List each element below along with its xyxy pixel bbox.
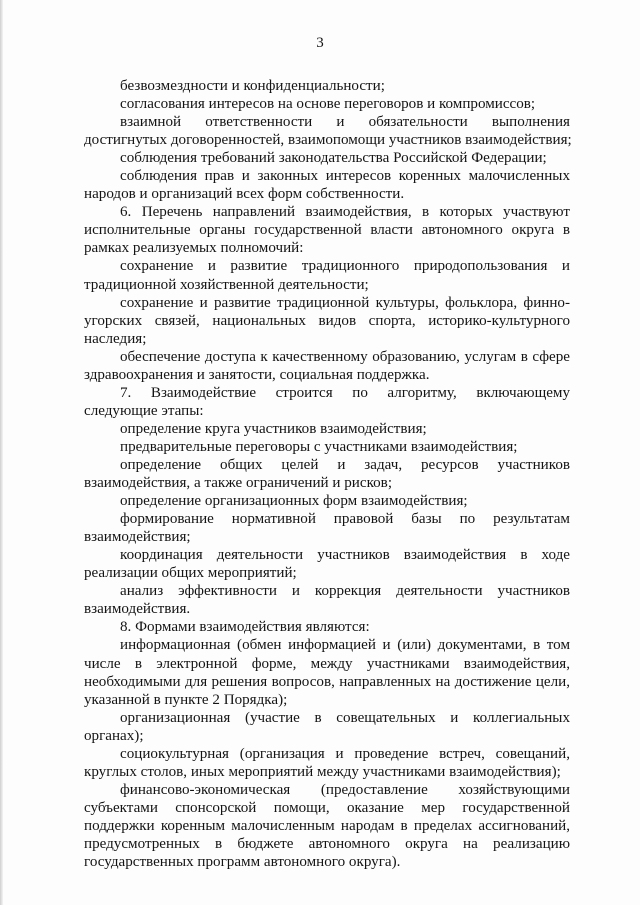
text-line: 7. Взаимодействие строится по алгоритму, включающему bbox=[120, 384, 570, 401]
text-line: социокультурная (организация и проведение встреч, совещаний, bbox=[120, 745, 570, 762]
text-line: определение организационных форм взаимодействия; bbox=[120, 493, 468, 510]
text-line: угорских связей, национальных видов спорта, историко-культурного bbox=[84, 312, 570, 329]
text-line: необходимыми для решения вопросов, направленных на достижение цели, bbox=[84, 673, 570, 690]
text-line: поддержки коренным малочисленным народам в пределах ассигнований, bbox=[84, 817, 570, 834]
text-line: анализ эффективности и коррекция деятельности участников bbox=[120, 583, 570, 600]
text-line: реализации общих мероприятий; bbox=[84, 565, 297, 582]
text-line: информационная (обмен информацией и (или) документами, в том bbox=[120, 637, 570, 654]
page-edge bbox=[0, 0, 3, 905]
text-line: предварительные переговоры с участниками взаимодействия; bbox=[120, 438, 518, 455]
text-line: достигнутых договоренностей, взаимопомощи участников взаимодействия; bbox=[84, 132, 572, 149]
text-line: соблюдения требований законодательства Российской Федерации; bbox=[120, 150, 547, 167]
text-line: определение круга участников взаимодействия; bbox=[120, 420, 427, 437]
text-line: круглых столов, иных мероприятий между участниками взаимодействия); bbox=[84, 763, 561, 780]
text-line: 6. Перечень направлений взаимодействия, в которых участвуют bbox=[120, 204, 570, 221]
text-line: организационная (участие в совещательных и коллегиальных bbox=[120, 709, 570, 726]
text-line: указанной в пункте 2 Порядка); bbox=[84, 691, 288, 708]
text-line: 8. Формами взаимодействия являются: bbox=[120, 619, 370, 636]
text-line: взаимодействия; bbox=[84, 529, 191, 546]
text-line: обеспечение доступа к качественному образованию, услугам в сфере bbox=[120, 348, 570, 365]
text-line: народов и организаций всех форм собственности. bbox=[84, 186, 405, 203]
text-line: рамках реализуемых полномочий: bbox=[84, 240, 304, 257]
text-line: соблюдения прав и законных интересов коренных малочисленных bbox=[120, 168, 570, 185]
text-line: координация деятельности участников взаимодействия в ходе bbox=[120, 547, 570, 564]
text-line: предусмотренных в бюджете автономного округа на реализацию bbox=[84, 835, 570, 852]
text-line: сохранение и развитие традиционной культуры, фольклора, финно- bbox=[120, 294, 570, 311]
text-line: финансово-экономическая (предоставление хозяйствующими bbox=[120, 781, 570, 798]
text-line: взаимодействия. bbox=[84, 601, 191, 618]
text-line: сохранение и развитие традиционного природопользования и bbox=[120, 258, 570, 275]
text-line: субъектами спонсорской помощи, оказание мер государственной bbox=[84, 799, 570, 816]
text-line: формирование нормативной правовой базы по результатам bbox=[120, 511, 570, 528]
text-line: безвозмездности и конфиденциальности; bbox=[120, 78, 385, 94]
text-line: взаимной ответственности и обязательности выполнения bbox=[120, 114, 570, 131]
text-line: взаимодействия, а также ограничений и рисков; bbox=[84, 475, 393, 492]
text-line: согласования интересов на основе переговоров и компромиссов; bbox=[120, 96, 536, 113]
text-line: наследия; bbox=[84, 330, 147, 347]
text-line: традиционной хозяйственной деятельности; bbox=[84, 276, 369, 293]
document-body bbox=[84, 77, 570, 871]
page-number: 3 bbox=[316, 35, 324, 51]
text-line: органах); bbox=[84, 727, 144, 744]
text-line: числе в электронной форме, между участниками взаимодействия, bbox=[84, 655, 570, 672]
text-line: определение общих целей и задач, ресурсов участников bbox=[120, 456, 570, 473]
text-line: государственных программ автономного округа). bbox=[84, 854, 401, 871]
text-line: следующие этапы: bbox=[84, 402, 204, 419]
text-line: исполнительные органы государственной власти автономного округа в bbox=[84, 222, 570, 239]
text-line: здравоохранения и занятости, социальная поддержка. bbox=[84, 366, 430, 383]
